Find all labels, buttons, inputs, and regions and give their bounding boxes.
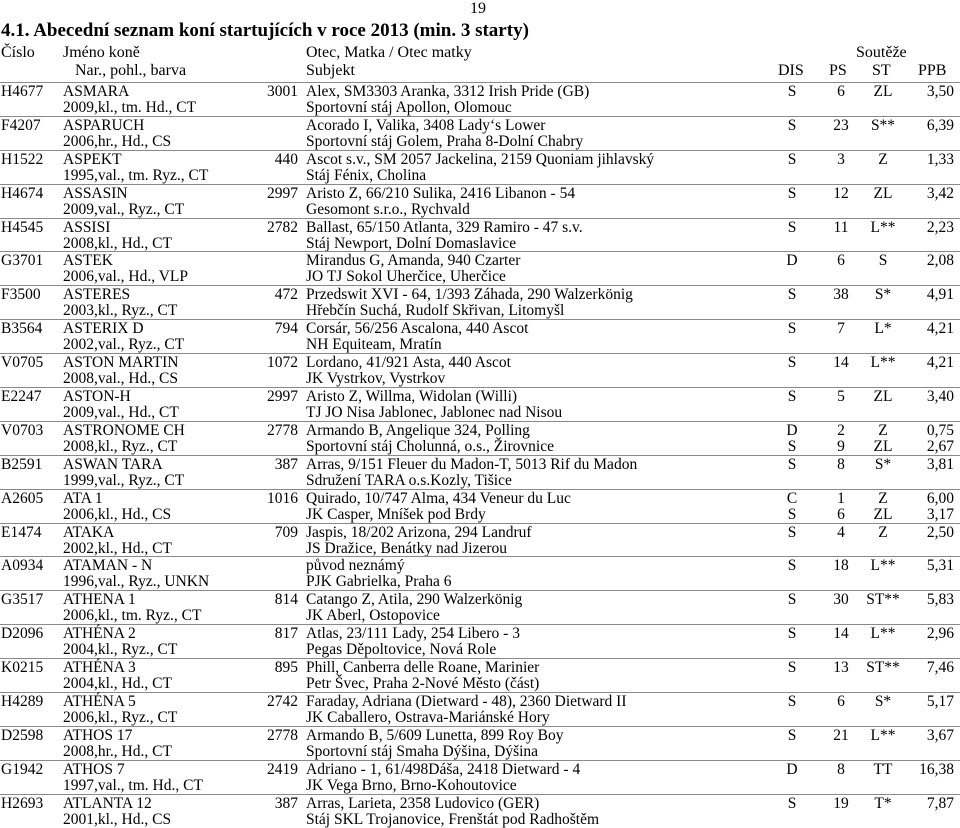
starts-count: 2 bbox=[837, 421, 845, 439]
horse-name: ATHOS 17 bbox=[63, 726, 133, 744]
horse-name: ATAMAN - N bbox=[63, 557, 153, 575]
horse-birth-info: 2008,val., Hd., CS bbox=[63, 370, 178, 388]
horse-birth-info: 2006,kl., Ryz., CT bbox=[63, 709, 178, 727]
starts-count: 21 bbox=[833, 726, 849, 744]
ppb-value-2: 2,67 bbox=[926, 437, 954, 455]
starts-count: 11 bbox=[833, 218, 849, 236]
horse-birth-info: 2006,kl., Hd., CS bbox=[63, 505, 172, 523]
table-row bbox=[0, 251, 960, 285]
horse-name: ATHENA 1 bbox=[63, 591, 136, 609]
sire-number: 817 bbox=[274, 625, 298, 643]
horse-id: E1474 bbox=[1, 523, 42, 541]
horse-birth-info: 1995,val., tm. Ryz., CT bbox=[63, 166, 209, 184]
owner-subject: Stáj SKL Trojanovice, Frenštát pod Radhoštěm bbox=[306, 810, 600, 828]
horse-name: ATAKA bbox=[63, 523, 115, 541]
horse-id: G3517 bbox=[1, 591, 44, 609]
starts-count: 14 bbox=[833, 625, 849, 643]
ppb-value: 3,67 bbox=[926, 726, 954, 744]
ppb-value: 3,42 bbox=[926, 184, 954, 202]
horse-birth-info: 2006,kl., tm. Ryz., CT bbox=[63, 607, 202, 625]
horse-id: V0703 bbox=[1, 421, 44, 439]
horse-id: G1942 bbox=[1, 760, 44, 778]
horse-id: E2247 bbox=[1, 388, 42, 406]
starts-count: 5 bbox=[837, 388, 845, 406]
discipline: D bbox=[786, 252, 798, 270]
starts-count: 8 bbox=[837, 455, 845, 473]
discipline-2: S bbox=[787, 505, 797, 523]
pedigree: Quirado, 10/747 Alma, 434 Veneur du Luc bbox=[306, 489, 571, 507]
discipline: S bbox=[787, 354, 797, 372]
header-st: ST bbox=[872, 62, 891, 79]
starts-count: 6 bbox=[837, 252, 845, 270]
level: L** bbox=[870, 726, 896, 744]
horse-birth-info: 1996,val., Ryz., UNKN bbox=[63, 573, 210, 591]
level: Z bbox=[878, 523, 888, 541]
horse-name: ASTEK bbox=[63, 252, 113, 270]
horse-id: G3701 bbox=[1, 252, 44, 270]
pedigree: Atlas, 23/111 Lady, 254 Libero - 3 bbox=[306, 625, 520, 643]
pedigree: Arras, Larieta, 2358 Ludovico (GER) bbox=[306, 794, 540, 812]
pedigree: Alex, SM3303 Aranka, 3312 Irish Pride (GB) bbox=[306, 83, 590, 100]
level: T* bbox=[874, 794, 892, 812]
level: S* bbox=[874, 286, 892, 304]
horse-birth-info: 2008,kl., Hd., CT bbox=[63, 234, 172, 252]
pedigree: Mirandus G, Amanda, 940 Czarter bbox=[306, 252, 521, 270]
ppb-value: 2,50 bbox=[926, 523, 954, 541]
level-2: ZL bbox=[873, 437, 893, 455]
table-row bbox=[0, 150, 960, 184]
pedigree: Armando B, Angelique 324, Polling bbox=[306, 421, 530, 439]
ppb-value: 0,75 bbox=[926, 421, 954, 439]
discipline: C bbox=[786, 489, 798, 507]
table-row bbox=[0, 455, 960, 489]
ppb-value: 6,39 bbox=[926, 116, 954, 134]
sire-number: 2782 bbox=[267, 218, 298, 236]
starts-count: 1 bbox=[837, 489, 845, 507]
pedigree: Ascot s.v., SM 2057 Jackelina, 2159 Quoniam jihlavský bbox=[306, 150, 655, 168]
owner-subject: Pegas Děpoltovice, Nová Role bbox=[306, 641, 497, 659]
horse-birth-info: 2008,kl., Ryz., CT bbox=[63, 437, 178, 455]
level: ZL bbox=[873, 184, 893, 202]
horse-birth-info: 2009,val., Hd., CT bbox=[63, 404, 179, 422]
horse-id: H4674 bbox=[1, 184, 44, 202]
level: ZL bbox=[873, 83, 893, 100]
header-jmeno: Jméno koně bbox=[63, 44, 140, 61]
table-row bbox=[0, 624, 960, 658]
starts-count: 6 bbox=[837, 83, 845, 100]
ppb-value: 6,00 bbox=[926, 489, 954, 507]
pedigree: původ neznámý bbox=[306, 557, 405, 575]
table-row bbox=[0, 489, 960, 523]
level: ST** bbox=[866, 591, 900, 609]
horse-birth-info: 2001,kl., Hd., CS bbox=[63, 810, 172, 828]
header-dis: DIS bbox=[778, 62, 804, 79]
discipline: S bbox=[787, 286, 797, 304]
owner-subject: Sportovní stáj Apollon, Olomouc bbox=[306, 99, 512, 116]
starts-count: 23 bbox=[833, 116, 849, 134]
horse-id: K0215 bbox=[1, 659, 44, 677]
starts-count: 6 bbox=[837, 693, 845, 711]
owner-subject: Sportovní stáj Cholunná, o.s., Žirovnice bbox=[306, 437, 554, 455]
starts-count: 18 bbox=[833, 557, 849, 575]
horse-birth-info: 2002,val., Ryz., CT bbox=[63, 336, 185, 354]
ppb-value: 4,21 bbox=[926, 354, 954, 372]
page-number: 19 bbox=[470, 0, 486, 17]
ppb-value: 1,33 bbox=[926, 150, 954, 168]
pedigree: Armando B, 5/609 Lunetta, 899 Roy Boy bbox=[306, 726, 564, 744]
starts-count: 12 bbox=[833, 184, 849, 202]
ppb-value: 7,87 bbox=[926, 794, 954, 812]
discipline: S bbox=[787, 625, 797, 643]
starts-count: 38 bbox=[833, 286, 849, 304]
pedigree: Jaspis, 18/202 Arizona, 294 Landruf bbox=[306, 523, 532, 541]
horse-id: H4545 bbox=[1, 218, 44, 236]
starts-count-2: 6 bbox=[837, 505, 845, 523]
sire-number: 2742 bbox=[267, 693, 298, 711]
sire-number: 709 bbox=[274, 523, 298, 541]
pedigree: Catango Z, Atila, 290 Walzerkönig bbox=[306, 591, 523, 609]
horse-id: H4289 bbox=[1, 693, 44, 711]
horse-birth-info: 2003,kl., Ryz., CT bbox=[63, 302, 178, 320]
horse-name: ATHÉNA 2 bbox=[63, 625, 136, 643]
owner-subject: Stáj Fénix, Cholina bbox=[306, 166, 427, 184]
sire-number: 387 bbox=[274, 794, 298, 812]
sire-number: 2419 bbox=[267, 760, 298, 778]
owner-subject: JK Vystrkov, Vystrkov bbox=[306, 370, 446, 388]
table-row bbox=[0, 184, 960, 218]
horse-table bbox=[0, 82, 960, 828]
owner-subject: Petr Švec, Praha 2-Nové Město (část) bbox=[306, 675, 540, 693]
horse-id: F3500 bbox=[1, 286, 41, 304]
discipline: S bbox=[787, 150, 797, 168]
horse-id: H1522 bbox=[1, 150, 44, 168]
pedigree: Ballast, 65/150 Atlanta, 329 Ramiro - 47 s.v. bbox=[306, 218, 583, 236]
sire-number: 2997 bbox=[267, 184, 298, 202]
ppb-value: 16,38 bbox=[919, 760, 954, 778]
horse-name: ASTERES bbox=[63, 286, 131, 304]
owner-subject: JK Casper, Mníšek pod Brdy bbox=[306, 505, 486, 523]
table-row bbox=[0, 590, 960, 624]
level: S** bbox=[870, 116, 896, 134]
horse-id: A2605 bbox=[1, 489, 44, 507]
horse-name: ATHÉNA 3 bbox=[63, 659, 136, 677]
horse-id: B3564 bbox=[1, 320, 43, 338]
horse-id: V0705 bbox=[1, 354, 44, 372]
starts-count: 13 bbox=[833, 659, 849, 677]
sire-number: 2997 bbox=[267, 388, 298, 406]
pedigree: Corsár, 56/256 Ascalona, 440 Ascot bbox=[306, 320, 529, 338]
sire-number: 387 bbox=[274, 455, 298, 473]
horse-name: ASWAN TARA bbox=[63, 455, 163, 473]
sire-number: 794 bbox=[274, 320, 298, 338]
horse-id: H2693 bbox=[1, 794, 44, 812]
discipline: S bbox=[787, 83, 797, 100]
ppb-value: 2,08 bbox=[926, 252, 954, 270]
starts-count: 4 bbox=[837, 523, 845, 541]
owner-subject: Stáj Newport, Dolní Domaslavice bbox=[306, 234, 517, 252]
level: L* bbox=[874, 320, 892, 338]
starts-count: 7 bbox=[837, 320, 845, 338]
horse-name: ATHÉNA 5 bbox=[63, 693, 136, 711]
discipline: S bbox=[787, 591, 797, 609]
horse-birth-info: 2004,kl., Hd., CT bbox=[63, 675, 172, 693]
pedigree: Arras, 9/151 Fleuer du Madon-T, 5013 Rif du Madon bbox=[306, 455, 638, 473]
horse-birth-info: 2006,hr., Hd., CS bbox=[63, 132, 172, 150]
horse-name: ASTERIX D bbox=[63, 320, 144, 338]
discipline: S bbox=[787, 320, 797, 338]
ppb-value: 3,50 bbox=[926, 83, 954, 100]
pedigree: Przedswit XVI - 64, 1/393 Záhada, 290 Walzerkönig bbox=[306, 286, 633, 304]
starts-count: 8 bbox=[837, 760, 845, 778]
level: ST** bbox=[866, 659, 900, 677]
horse-birth-info: 2009,kl., tm. Hd., CT bbox=[63, 99, 197, 116]
horse-name: ASTRONOME CH bbox=[63, 421, 185, 439]
level: L** bbox=[870, 625, 896, 643]
level: S* bbox=[874, 693, 892, 711]
table-row bbox=[0, 726, 960, 760]
page-title: 4.1. Abecední seznam koní startujících v roce 2013 (min. 3 starty) bbox=[1, 20, 529, 41]
discipline: D bbox=[786, 421, 798, 439]
horse-name: ASSASIN bbox=[63, 184, 128, 202]
owner-subject: JK Aberl, Ostopovice bbox=[306, 607, 440, 625]
ppb-value: 7,46 bbox=[926, 659, 954, 677]
level: ZL bbox=[873, 388, 893, 406]
discipline-2: S bbox=[787, 437, 797, 455]
owner-subject: JK Caballero, Ostrava-Mariánské Hory bbox=[306, 709, 550, 727]
horse-name: ATA 1 bbox=[63, 489, 103, 507]
ppb-value-2: 3,17 bbox=[926, 505, 954, 523]
horse-birth-info: 2008,hr., Hd., CT bbox=[63, 742, 172, 760]
horse-id: D2598 bbox=[1, 726, 44, 744]
discipline: S bbox=[787, 184, 797, 202]
level-2: ZL bbox=[873, 505, 893, 523]
table-row bbox=[0, 285, 960, 319]
discipline: S bbox=[787, 659, 797, 677]
horse-id: D2096 bbox=[1, 625, 44, 643]
owner-subject: NH Equiteam, Mratín bbox=[306, 336, 442, 354]
ppb-value: 5,83 bbox=[926, 591, 954, 609]
horse-name: ASTON MARTIN bbox=[63, 354, 179, 372]
pedigree: Acorado I, Valika, 3408 Lady‘s Lower bbox=[306, 116, 546, 134]
owner-subject: Sportovní stáj Golem, Praha 8-Dolní Chabry bbox=[306, 132, 584, 150]
pedigree: Phill, Canberra delle Roane, Marinier bbox=[306, 659, 540, 677]
table-row bbox=[0, 218, 960, 252]
sire-number: 440 bbox=[274, 150, 298, 168]
table-row bbox=[0, 387, 960, 421]
horse-birth-info: 1999,val., Ryz., CT bbox=[63, 471, 185, 489]
horse-birth-info: 2002,kl., Hd., CT bbox=[63, 539, 172, 557]
header-soutaze: Soutěže bbox=[856, 44, 907, 61]
table-row bbox=[0, 760, 960, 794]
owner-subject: PJK Gabrielka, Praha 6 bbox=[306, 573, 452, 591]
header-otec: Otec, Matka / Otec matky bbox=[306, 44, 472, 61]
ppb-value: 3,81 bbox=[926, 455, 954, 473]
starts-count: 14 bbox=[833, 354, 849, 372]
level: S* bbox=[874, 455, 892, 473]
owner-subject: JO TJ Sokol Uherčice, Uherčice bbox=[306, 268, 506, 286]
pedigree: Aristo Z, Willma, Widolan (Willi) bbox=[306, 388, 518, 406]
discipline: D bbox=[786, 760, 798, 778]
owner-subject: JK Vega Brno, Brno-Kohoutovice bbox=[306, 776, 517, 794]
sire-number: 2778 bbox=[267, 726, 298, 744]
discipline: S bbox=[787, 455, 797, 473]
discipline: S bbox=[787, 693, 797, 711]
level: TT bbox=[873, 760, 893, 778]
starts-count-2: 9 bbox=[837, 437, 845, 455]
ppb-value: 3,40 bbox=[926, 388, 954, 406]
header-cislo: Číslo bbox=[1, 44, 35, 61]
horse-birth-info: 2009,val., Ryz., CT bbox=[63, 200, 185, 218]
horse-id: B2591 bbox=[1, 455, 43, 473]
level: Z bbox=[878, 421, 888, 439]
level: L** bbox=[870, 557, 896, 575]
table-row bbox=[0, 692, 960, 726]
horse-name: ASPEKT bbox=[63, 150, 122, 168]
horse-name: ASSISI bbox=[63, 218, 111, 236]
ppb-value: 2,96 bbox=[926, 625, 954, 643]
sire-number: 1072 bbox=[267, 354, 298, 372]
discipline: S bbox=[787, 794, 797, 812]
starts-count: 3 bbox=[837, 150, 845, 168]
pedigree: Lordano, 41/921 Asta, 440 Ascot bbox=[306, 354, 511, 372]
sire-number: 1016 bbox=[267, 489, 298, 507]
table-row bbox=[0, 421, 960, 455]
ppb-value: 5,17 bbox=[926, 693, 954, 711]
table-row bbox=[0, 658, 960, 692]
pedigree: Faraday, Adriana (Dietward - 48), 2360 Dietward II bbox=[306, 693, 627, 711]
owner-subject: TJ JO Nisa Jablonec, Jablonec nad Nisou bbox=[306, 404, 563, 422]
sire-number: 472 bbox=[274, 286, 298, 304]
header-nar: Nar., pohl., barva bbox=[75, 62, 187, 79]
header-ppb: PPB bbox=[918, 62, 947, 79]
discipline: S bbox=[787, 557, 797, 575]
table-row bbox=[0, 794, 960, 828]
table-row bbox=[0, 353, 960, 387]
discipline: S bbox=[787, 523, 797, 541]
ppb-value: 2,23 bbox=[926, 218, 954, 236]
table-header bbox=[0, 44, 960, 81]
horse-name: ASMARA bbox=[63, 83, 130, 100]
horse-birth-info: 1997,val., tm. Hd., CT bbox=[63, 776, 203, 794]
horse-id: A0934 bbox=[1, 557, 44, 575]
horse-name: ASPARUCH bbox=[63, 116, 145, 134]
discipline: S bbox=[787, 116, 797, 134]
sire-number: 3001 bbox=[267, 83, 298, 100]
horse-name: ATLANTA 12 bbox=[63, 794, 152, 812]
ppb-value: 5,31 bbox=[926, 557, 954, 575]
discipline: S bbox=[787, 726, 797, 744]
owner-subject: Gesomont s.r.o., Rychvald bbox=[306, 200, 470, 218]
table-row bbox=[0, 82, 960, 116]
level: L** bbox=[870, 354, 896, 372]
owner-subject: Hřebčín Suchá, Rudolf Skřivan, Litomyšl bbox=[306, 302, 565, 320]
horse-name: ATHOS 7 bbox=[63, 760, 125, 778]
table-row bbox=[0, 523, 960, 557]
sire-number: 814 bbox=[274, 591, 298, 609]
level: Z bbox=[878, 150, 888, 168]
horse-id: H4677 bbox=[1, 83, 44, 100]
header-subjekt: Subjekt bbox=[306, 62, 355, 79]
sire-number: 2778 bbox=[267, 421, 298, 439]
ppb-value: 4,91 bbox=[926, 286, 954, 304]
pedigree: Aristo Z, 66/210 Sulika, 2416 Libanon - 54 bbox=[306, 184, 576, 202]
horse-birth-info: 2006,val., Hd., VLP bbox=[63, 268, 189, 286]
owner-subject: Sdružení TARA o.s.Kozly, Tišice bbox=[306, 471, 512, 489]
level: L** bbox=[870, 218, 896, 236]
header-ps: PS bbox=[829, 62, 847, 79]
horse-birth-info: 2004,kl., Ryz., CT bbox=[63, 641, 178, 659]
horse-id: F4207 bbox=[1, 116, 41, 134]
ppb-value: 4,21 bbox=[926, 320, 954, 338]
horse-name: ASTON-H bbox=[63, 388, 131, 406]
sire-number: 895 bbox=[274, 659, 298, 677]
table-row bbox=[0, 116, 960, 150]
starts-count: 30 bbox=[833, 591, 849, 609]
pedigree: Adriano - 1, 61/498Dáša, 2418 Dietward - 4 bbox=[306, 760, 581, 778]
level: Z bbox=[878, 489, 888, 507]
starts-count: 19 bbox=[833, 794, 849, 812]
discipline: S bbox=[787, 218, 797, 236]
table-row bbox=[0, 319, 960, 353]
table-row bbox=[0, 556, 960, 590]
owner-subject: Sportovní stáj Smaha Dýšina, Dýšina bbox=[306, 742, 539, 760]
level: S bbox=[878, 252, 888, 270]
owner-subject: JS Dražice, Benátky nad Jizerou bbox=[306, 539, 508, 557]
discipline: S bbox=[787, 388, 797, 406]
